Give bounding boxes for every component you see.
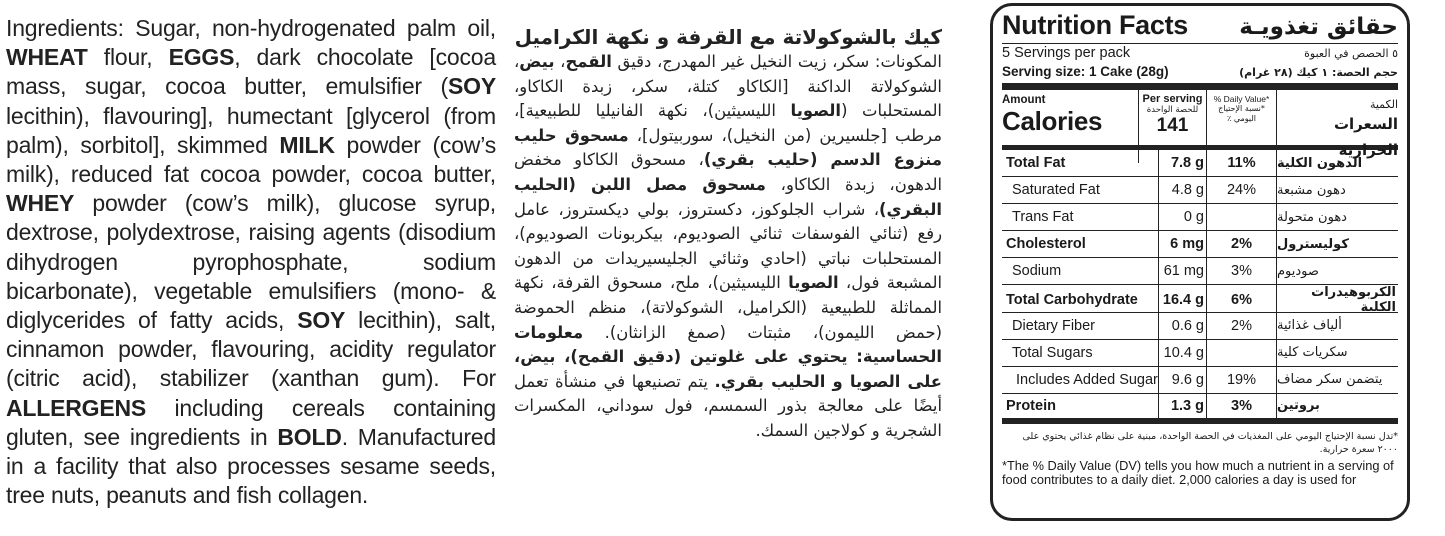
nutrient-name: Protein (1006, 397, 1056, 414)
ar-allergen-text: القمح (565, 52, 612, 71)
amount-label-ar: الكمية (1369, 98, 1398, 111)
ar-text: الليسيثين)، نكهة الفانيليا للطبيعية]، مرطب [جلسيرين (من النخيل)، سوربيتول]، (514, 101, 942, 145)
nutrient-amount: 0 g (1158, 204, 1206, 230)
en-allergen-text: MILK (279, 131, 335, 158)
nutrient-name: Saturated Fat (1012, 182, 1100, 199)
footnote-en: *The % Daily Value (DV) tells you how much a nutrient in a serving of food contributes to a daily diet. 2,000 calories a day is used for (1002, 457, 1394, 487)
nutrient-amount: 10.4 g (1158, 340, 1206, 366)
nutrient-name: Total Carbohydrate (1006, 292, 1138, 309)
en-text: , dark chocolate [cocoa mass, sugar, cocoa butter, emulsifier ( (6, 44, 496, 100)
nutrient-daily-value: 24% (1206, 177, 1276, 203)
serving-size-ar: حجم الحصة: ١ كيك (٢٨ غرام) (1239, 66, 1398, 79)
nutrient-amount: 0.6 g (1158, 313, 1206, 339)
nutrient-row (1002, 394, 1398, 424)
daily-value-header-ar: *نسبة الإحتياج اليومي ٪ (1218, 104, 1265, 123)
calories-block (1002, 90, 1398, 159)
nutrient-name-ar: ألياف غذائية (1276, 313, 1398, 339)
ar-text: ، مسحوق الكاكاو مخفض الدهون، زبدة الكاكاو، (514, 150, 942, 194)
nutrient-name: Sodium (1012, 263, 1062, 280)
nutrient-name: Total Fat (1006, 155, 1066, 172)
nutrient-row (1002, 340, 1398, 367)
nutrient-daily-value: 6% (1206, 285, 1276, 315)
ar-text: يتم تصنيعها في منشأة تعمل أيضًا على معالجة بذور السمسم، فول سوداني، المكسرات الشجرية و كولاجين السمك. (514, 371, 942, 440)
nutrient-amount: 6 mg (1158, 231, 1206, 257)
nutrient-daily-value: 2% (1206, 231, 1276, 257)
en-text: powder (cow’s milk), glucose syrup, dextrose, polydextrose, raising agents (disodium dihydrogen pyrophosphate, sodium bicarbonate), vegetable emulsifiers (mono- & diglycerides of fatty acids, (6, 190, 496, 334)
nutrient-amount: 61 mg (1158, 258, 1206, 284)
en-text: . Manufactured in a facility that also processes sesame seeds, tree nuts, peanuts and fish collagen. (6, 423, 496, 509)
nutrient-row (1002, 285, 1398, 316)
nutrient-name-ar: صوديوم (1276, 258, 1398, 284)
ar-allergen-text: مسحوق مصل اللبن (الحليب البقري) (514, 174, 942, 219)
nutrient-row (1002, 150, 1398, 177)
ar-text: المكونات: سكر، زيت النخيل غير المهدرج، دقيق (611, 52, 942, 71)
en-text: powder (cow’s milk), reduced fat cocoa powder, cocoa butter, (6, 131, 497, 188)
en-text: lecithin), flavouring], humectant [glycerol (from palm), sorbitol], skimmed (6, 102, 496, 158)
nutrition-facts-title-ar: حقائق تغذويـة (1239, 14, 1398, 40)
nutrition-facts-panel (990, 3, 1410, 521)
panel-header (1002, 10, 1398, 42)
nutrition-facts-title: Nutrition Facts (1002, 10, 1189, 40)
servings-per-pack: 5 Servings per pack (1002, 45, 1131, 61)
english-ingredients (6, 14, 496, 510)
nutrient-row (1002, 258, 1398, 285)
nutrient-daily-value: 2% (1206, 313, 1276, 339)
ar-text: ، (554, 52, 566, 71)
ar-allergen-text: معلومات الحساسية: يحتوي على غلوتين (دقيق القمح)، بيض، على الصويا و الحليب بقري. (514, 322, 942, 391)
calories-value: 141 (1156, 115, 1189, 136)
arabic-product-title: كيك بالشوكولاتة مع القرفة و نكهة الكراميل (514, 25, 942, 49)
ar-allergen-text: الصويا (788, 273, 839, 293)
en-allergen-text: SOY (297, 307, 346, 334)
nutrient-name-ar: الدهون الكلية (1276, 150, 1398, 176)
en-allergen-text: ALLERGENS (6, 394, 147, 421)
en-text: Ingredients: Sugar, non-hydrogenated palm oil, (6, 15, 496, 41)
nutrient-name: Total Sugars (1012, 344, 1093, 361)
calories-label-ar: السعرات الحرارية (1333, 115, 1398, 159)
nutrient-amount: 16.4 g (1158, 285, 1206, 315)
nutrient-daily-value: 11% (1206, 150, 1276, 176)
servings-per-pack-ar: ٥ الحصص في العبوة (1304, 47, 1398, 60)
serving-size-row (1002, 63, 1398, 82)
nutrient-daily-value: 19% (1206, 367, 1276, 393)
servings-row (1002, 44, 1398, 63)
amount-label: Amount (1002, 94, 1046, 106)
en-text: lecithin), salt, cinnamon powder, flavouring, acidity regulator (citric acid), stabilizer (xanthan gum). For (6, 307, 496, 392)
serving-size: Serving size: 1 Cake (28g) (1002, 64, 1169, 79)
nutrient-daily-value (1206, 204, 1276, 230)
ar-text: الليسيثين)، ملح، مسحوق القرفة، نكهة المماثلة للطبيعية (الكراميل، الشوكولاتة)، منظم الحموضة (حمض الليمون)، مثبتات (صمغ الزانثان). (514, 273, 942, 342)
en-allergen-text: WHEY (6, 190, 75, 217)
nutrient-row (1002, 204, 1398, 231)
nutrient-name-ar: دهون متحولة (1276, 204, 1398, 230)
per-serving-label-ar: للحصة الواحدة (1146, 105, 1199, 115)
nutrient-daily-value: 3% (1206, 258, 1276, 284)
ar-allergen-text: الصويا (790, 101, 842, 121)
en-allergen-text: WHEAT (6, 44, 88, 71)
nutrient-daily-value (1206, 340, 1276, 366)
en-allergen-text: SOY (448, 73, 496, 100)
nutrient-row (1002, 231, 1398, 258)
en-allergen-text: BOLD (277, 423, 342, 450)
en-text: flour, (87, 44, 169, 71)
nutrient-name-ar: دهون مشبعة (1276, 177, 1398, 203)
ar-allergen-text: بيض (519, 52, 555, 71)
nutrient-name: Includes Added Sugar (1016, 371, 1158, 388)
nutrient-name-ar: يتضمن سكر مضاف (1276, 367, 1398, 393)
nutrient-name-ar: كوليسترول (1276, 231, 1398, 257)
nutrient-name-ar: الكربوهيدرات الكلية (1276, 285, 1398, 315)
heavy-divider (1002, 83, 1398, 90)
daily-value-header: % Daily Value* (1213, 94, 1270, 104)
nutrient-name: Dietary Fiber (1012, 317, 1095, 334)
nutrient-amount: 9.6 g (1158, 367, 1206, 393)
ar-allergen-text: مسحوق حليب منزوع الدسم (حليب بقري) (514, 125, 943, 170)
nutrient-table (1002, 150, 1398, 424)
ar-text: ، شراب الجلوكوز، دكستروز، بولي ديكستروز، عامل رفع (ثنائي الفوسفات ثنائي الصوديوم، بيكربونات الصوديوم)، المستحلبات نباتي (احادي وثنائي الجليسيريدات من الدهون المشبعة فول، (514, 199, 942, 293)
calories-label: Calories (1002, 106, 1103, 136)
nutrient-daily-value: 3% (1206, 394, 1276, 418)
nutrient-amount: 7.8 g (1158, 150, 1206, 176)
arabic-ingredients (514, 24, 942, 444)
nutrient-name: Trans Fat (1012, 209, 1074, 226)
nutrient-name-ar: سكريات كلية (1276, 340, 1398, 366)
arabic-ingredients-text (514, 50, 942, 444)
footnote-ar: *تدل نسبة الإحتياج اليومي على المغذيات في الحصة الواحدة، مبنية على نظام غذائي يحتوي على ٢٠٠٠ سعرة حرارية. (1022, 430, 1398, 455)
nutrient-row (1002, 177, 1398, 204)
ar-text: ، الشوكولاتة الداكنة [الكاكاو كتلة، سكر، زبدة الكاكاو، المستحلبات ( (514, 52, 942, 121)
nutrient-name: Cholesterol (1006, 236, 1086, 253)
nutrient-row (1002, 313, 1398, 340)
nutrient-amount: 4.8 g (1158, 177, 1206, 203)
en-text: including cereals containing gluten, see ingredients in (6, 394, 496, 450)
nutrient-name-ar: بروتين (1276, 394, 1398, 418)
nutrient-amount: 1.3 g (1158, 394, 1206, 418)
nutrient-row (1002, 367, 1398, 394)
en-allergen-text: EGGS (168, 44, 235, 71)
per-serving-label: Per serving (1142, 93, 1203, 105)
